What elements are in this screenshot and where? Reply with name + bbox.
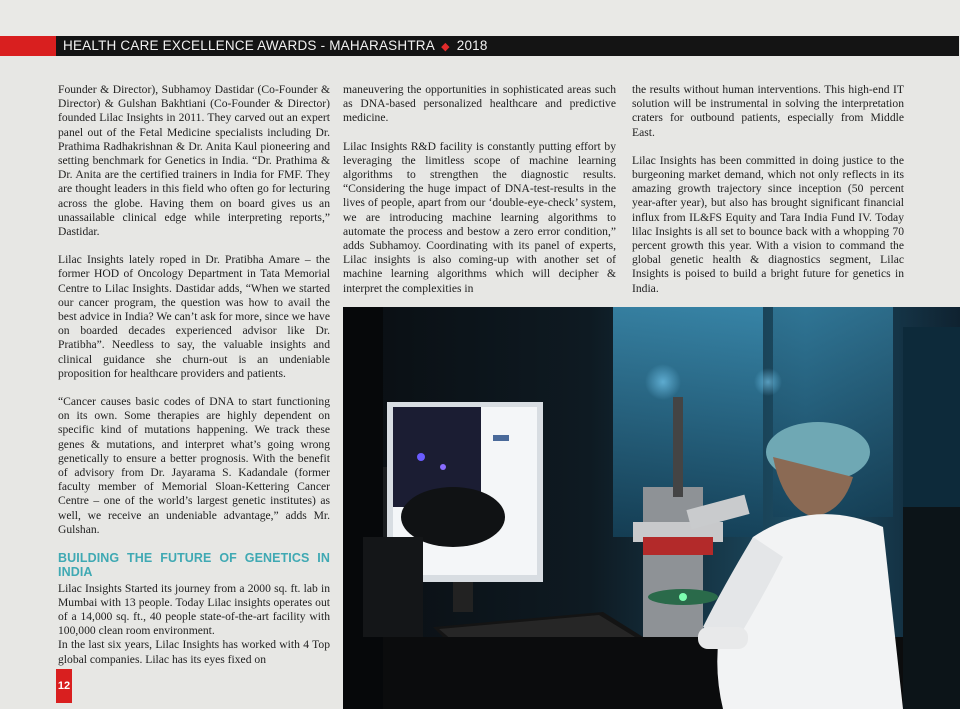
paragraph: Lilac Insights lately roped in Dr. Pratibha Amare – the former HOD of Oncology Department in Tata Memorial Centre to Lilac Insights. Dastidar adds, “When we started our cancer program, the question was how to avail the best advice in India? We can’t ask for more, since we have on boarded decades experienced advisor like Dr. Pratibha”. Needless to say, the valuable insights and clinical guidance she churn-out is an undeniable proposition for healthcare providers and patients.	[58, 253, 330, 380]
section-header	[56, 36, 959, 56]
paragraph: Founder & Director), Subhamoy Dastidar (Co-Founder & Director) & Gulshan Bakhtiani (Co-Founder & Director) founded Lilac Insights in 2011. They carved out an expert panel out of the Fetal Medicine specialists including Dr. Prathima Radhakrishnan & Dr. Anita Kaul pioneering and setting benchmark for Genetics in India. “Dr. Prathima & Dr. Anita are the certified trainers in India for FMF. They are thought leaders in this field who often go for lecturing across the globe. Having them on board gives us an unassailable clinical edge while interpreting reports,” Dastidar.	[58, 83, 330, 239]
paragraph: “Cancer causes basic codes of DNA to start functioning on its own. Some therapies are highly dependent on specific kind of mutations happening. We track these genes & mutations, and interpret what’s going wrong genetically to ensure a better prognosis. With the benefit of advisory from Dr. Jayarama S. Kadandale (former faculty member of Memorial Sloan-Kettering Cancer Centre – one of the world’s largest genetic institutes) as well, we receive an undeniable advantage,” adds Mr. Gulshan.	[58, 395, 330, 536]
diamond-icon: ◆	[441, 41, 450, 53]
section-header-band	[0, 36, 960, 56]
lab-scene-illustration	[343, 307, 960, 709]
article-column-2	[343, 83, 616, 310]
section-header-year: 2018	[456, 38, 488, 53]
paragraph: Lilac Insights R&D facility is constantly putting effort by leveraging the limitless scope of machine learning algorithms to strengthen the diagnostic results. “Considering the huge impact of DNA-test-results in the lives of people, apart from our ‘double-eye-check’ system, we are introducing machine learning algorithms to automate the process and bestow a zero error condition,” adds Subhamoy. Coordinating with its panel of experts, Lilac insights is also coming-up with another set of machine learning algorithms which will decipher & interpret the complexities in	[343, 139, 616, 295]
paragraph: Lilac Insights has been committed in doing justice to the burgeoning market demand, which not only reflects in its amazing growth trajectory since inception (50 percent year-after year), but also has brought significant financial influx from IL&FS Equity and Tara India Fund IV. Today lilac Insights is all set to bounce back with a whopping 70 percent growth this year. With a vision to command the global genetic health & diagnostics segment, Lilac Insights is poised to build a bright future for genetics in India.	[632, 153, 904, 295]
paragraph: the results without human interventions. This high-end IT solution will be instrumental in solving the interpretation craters for outbound patients, especially from Middle East.	[632, 83, 904, 139]
section-subheading: BUILDING THE FUTURE OF GENETICS IN INDIA	[58, 551, 330, 580]
top-margin	[0, 0, 960, 36]
lab-photo	[343, 307, 960, 709]
paragraph: Lilac Insights Started its journey from a 2000 sq. ft. lab in Mumbai with 13 people. Today Lilac insights operates out of a 14,000 sq. ft., 40 people state-of-the-art facility with 100,000 clean room environment.	[58, 581, 330, 638]
section-header-title: HEALTH CARE EXCELLENCE AWARDS - MAHARASHTRA	[63, 38, 435, 53]
paragraph: In the last six years, Lilac Insights has worked with 4 Top global companies. Lilac has its eyes fixed on	[58, 638, 330, 666]
paragraph: maneuvering the opportunities in sophisticated areas such as DNA-based personalized healthcare and predictive medicine.	[343, 83, 616, 125]
article-column-1	[58, 83, 330, 667]
article-column-3	[632, 83, 904, 310]
page-number: 12	[56, 669, 72, 703]
header-red-block	[0, 36, 56, 56]
